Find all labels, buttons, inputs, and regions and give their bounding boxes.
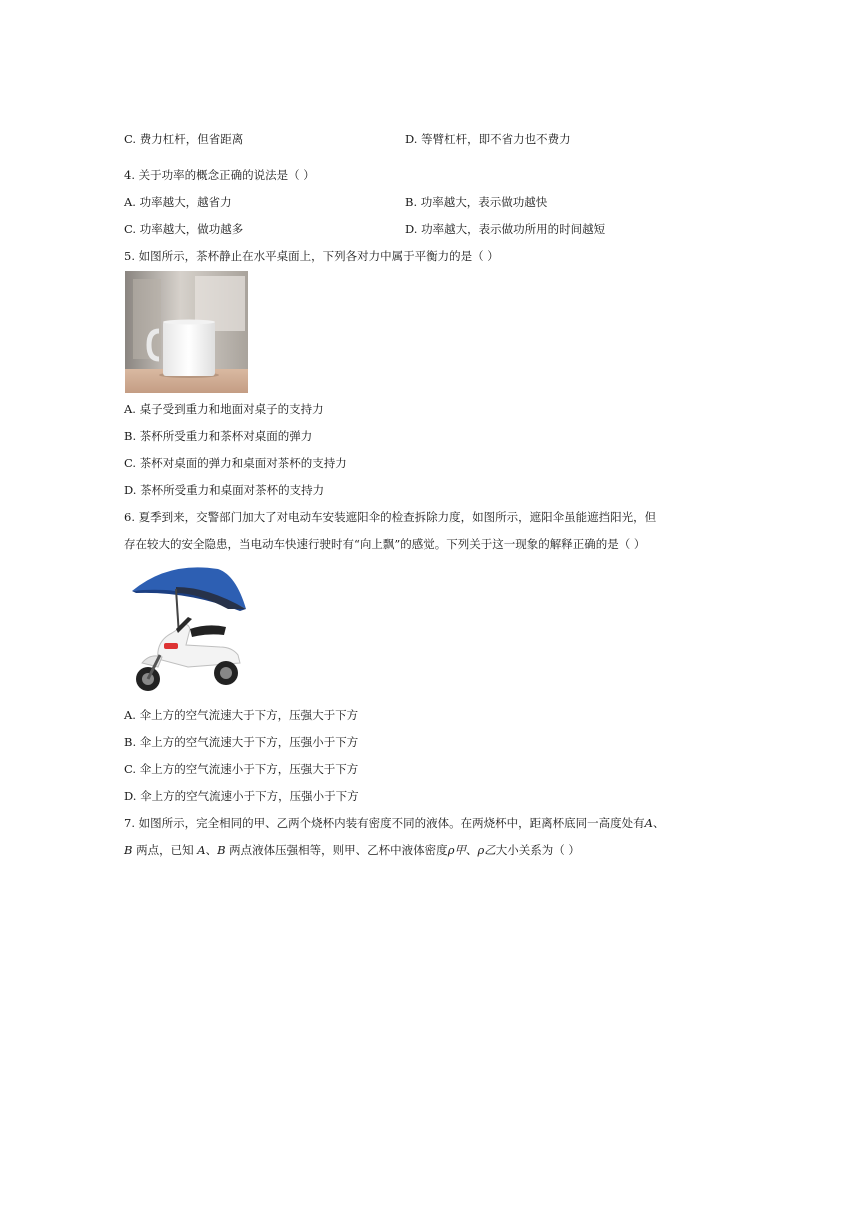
q4-option-c: C. 功率越大，做功越多 bbox=[124, 222, 244, 236]
q5-option-a: A. 桌子受到重力和地面对桌子的支持力 bbox=[124, 402, 324, 416]
q7-stem-text-2b: 两点，已知 bbox=[132, 843, 198, 857]
mug-illustration bbox=[125, 271, 248, 393]
q6-option-d: D. 伞上方的空气流速小于下方，压强小于下方 bbox=[124, 789, 359, 803]
q5-option-c: C. 茶杯对桌面的弹力和桌面对茶杯的支持力 bbox=[124, 456, 347, 470]
q3-option-d: D. 等臂杠杆，即不省力也不费力 bbox=[405, 132, 571, 146]
q5-option-d: D. 茶杯所受重力和桌面对茶杯的支持力 bbox=[124, 483, 325, 497]
q7-stem-text-2g: 大小关系为（ ） bbox=[495, 843, 580, 857]
q6-stem-line1: 6. 夏季到来，交警部门加大了对电动车安装遮阳伞的检查拆除力度，如图所示，遮阳伞虽能遮挡阳光，但 bbox=[124, 510, 657, 524]
q7-rho-jia: ρ甲 bbox=[447, 843, 466, 857]
q7-stem-line2 bbox=[124, 842, 580, 858]
q7-point-a: A bbox=[644, 816, 653, 830]
q4-stem: 4. 关于功率的概念正确的说法是（ ） bbox=[124, 168, 315, 182]
q6-option-a: A. 伞上方的空气流速大于下方，压强大于下方 bbox=[124, 708, 359, 722]
scooter-illustration bbox=[128, 563, 252, 695]
q7-point-b: B bbox=[124, 843, 133, 857]
scooter-umbrella-photo bbox=[128, 563, 252, 695]
q6-option-c: C. 伞上方的空气流速小于下方，压强大于下方 bbox=[124, 762, 359, 776]
q7-point-b-2: B bbox=[217, 843, 226, 857]
q4-option-d: D. 功率越大，表示做功所用的时间越短 bbox=[405, 222, 606, 236]
q6-option-b: B. 伞上方的空气流速大于下方，压强小于下方 bbox=[124, 735, 359, 749]
q7-stem-text-1a: 7. 如图所示，完全相同的甲、乙两个烧杯内装有密度不同的液体。在两烧杯中，距离杯底同一高度处有 bbox=[124, 816, 645, 830]
q7-sep-2: 、 bbox=[205, 843, 218, 857]
q7-rho-yi: ρ乙 bbox=[477, 843, 496, 857]
q3-option-c: C. 费力杠杆，但省距离 bbox=[124, 132, 244, 146]
q7-point-a-2: A bbox=[197, 843, 206, 857]
q4-option-a: A. 功率越大，越省力 bbox=[124, 195, 232, 209]
q6-stem-line2: 存在较大的安全隐患，当电动车快速行驶时有“向上飘”的感觉。下列关于这一现象的解释正确的是（ ） bbox=[124, 537, 646, 551]
mug-on-table-photo bbox=[125, 271, 248, 393]
q7-stem-text-2f: 两点液体压强相等，则甲、乙杯中液体密度 bbox=[225, 843, 448, 857]
q7-sep-1: 、 bbox=[652, 816, 665, 830]
q7-stem-line1 bbox=[124, 815, 664, 831]
q7-rho-sep: 、 bbox=[465, 843, 478, 857]
q5-option-b: B. 茶杯所受重力和茶杯对桌面的弹力 bbox=[124, 429, 313, 443]
q5-stem: 5. 如图所示，茶杯静止在水平桌面上，下列各对力中属于平衡力的是（ ） bbox=[124, 249, 499, 263]
q4-option-b: B. 功率越大，表示做功越快 bbox=[405, 195, 548, 209]
